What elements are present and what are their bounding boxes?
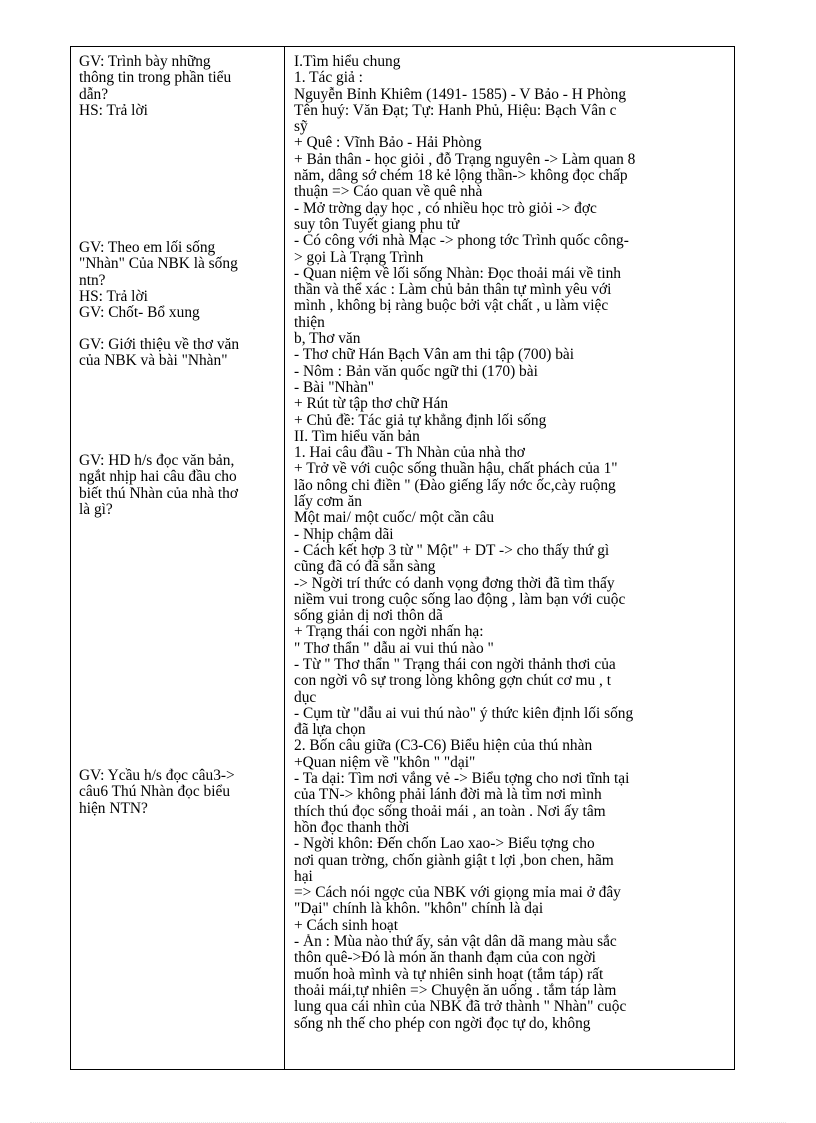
content-line: => Cách nói ngợc của NBK với giọng mỉa mai ở đây bbox=[294, 885, 621, 902]
activity-line: ngắt nhịp hai câu đầu cho bbox=[79, 469, 237, 486]
content-line: - Nhịp chậm dãi bbox=[294, 526, 394, 543]
content-line: sỹ bbox=[294, 119, 308, 136]
content-line: lão nông chi điền " (Đào giếng lấy nớc ốc,cày ruộng bbox=[294, 477, 616, 494]
activity-line: HS: Trả lời bbox=[79, 102, 148, 119]
lesson-table bbox=[70, 46, 735, 1070]
content-line: dục bbox=[294, 689, 317, 706]
content-line: + Rút từ tập thơ chữ Hán bbox=[294, 396, 449, 413]
content-line: thiện bbox=[294, 314, 325, 331]
content-line: thuận => Cáo quan về quê nhà bbox=[294, 184, 483, 201]
content-line: sống giản dị nơi thôn dã bbox=[294, 608, 443, 625]
activity-line: "Nhàn" Của NBK là sống bbox=[79, 256, 238, 273]
content-line: - Bài "Nhàn" bbox=[294, 379, 375, 396]
content-line: > gọi Là Trạng Trình bbox=[294, 249, 424, 266]
content-line: năm, dâng sớ chém 18 kẻ lộng thần-> không đọc chấp bbox=[294, 168, 628, 185]
content-line: thoải mái,tự nhiên => Chuyện ăn uống . tắm táp làm bbox=[294, 982, 617, 999]
content-line: I.Tìm hiểu chung bbox=[294, 54, 401, 70]
activity-line: câu6 Thú Nhàn đọc biểu bbox=[79, 784, 231, 801]
content-line: lung qua cái nhìn của NBK đã trở thành " Nhàn" cuộc bbox=[294, 999, 627, 1016]
content-line: Một mai/ một cuốc/ một cần câu bbox=[294, 510, 495, 527]
content-line: Tên huý: Văn Đạt; Tự: Hanh Phủ, Hiệu: Bạch Vân c bbox=[294, 102, 617, 119]
content-line: - Thơ chữ Hán Bạch Vân am thi tập (700) bài bbox=[294, 347, 575, 364]
content-line: - Ngời khôn: Đến chốn Lao xao-> Biểu tợng cho bbox=[294, 836, 595, 853]
content-line: - Quan niệm về lối sống Nhàn: Đọc thoải mái về tinh bbox=[294, 265, 621, 282]
activity-line: GV: Chốt- Bổ xung bbox=[79, 305, 200, 322]
activity-line: GV: Giới thiệu về thơ văn bbox=[79, 337, 240, 353]
activity-block-4 bbox=[79, 453, 277, 518]
content-line: + Quê : Vĩnh Bảo - Hải Phòng bbox=[294, 135, 482, 152]
lesson-content bbox=[294, 54, 726, 1032]
content-line: -> Ngời trí thức có danh vọng đơng thời đã tìm thấy bbox=[294, 575, 615, 592]
content-line: muốn hoà mình và tự nhiên sinh hoạt (tắm táp) rất bbox=[294, 966, 604, 983]
content-line: suy tôn Tuyết giang phu tử bbox=[294, 216, 460, 233]
content-line: - Nôm : Bản văn quốc ngữ thi (170) bài bbox=[294, 363, 538, 380]
content-line: mình , không bị ràng buộc bởi vật chất , u làm việc bbox=[294, 298, 609, 315]
content-line: Nguyễn Bỉnh Khiêm (1491- 1585) - V Bảo - H Phòng bbox=[294, 86, 627, 103]
activity-line: ntn? bbox=[79, 272, 106, 289]
content-line: - Cách kết hợp 3 từ " Một" + DT -> cho thấy thứ gì bbox=[294, 542, 610, 559]
content-line: + Chủ đề: Tác giả tự khẳng định lối sống bbox=[294, 412, 547, 429]
content-line: nơi quan trờng, chốn giành giật t lợi ,bon chen, hãm bbox=[294, 852, 614, 869]
content-line: sống nh thế cho phép con ngời đọc tự do, không bbox=[294, 1015, 591, 1032]
content-line: - Cụm từ "dẫu ai vui thú nào" ý thức kiên định lối sống bbox=[294, 705, 634, 722]
content-line: hồn đọc thanh thời bbox=[294, 819, 410, 836]
content-line: thần và thể xác : Làm chủ bản thân tự mình yêu với bbox=[294, 282, 612, 299]
lesson-content-column bbox=[285, 47, 734, 1069]
content-line: b, Thơ văn bbox=[294, 331, 361, 348]
content-line: thích thú đọc sống thoải mái , an toàn . Nơi ấy tâm bbox=[294, 803, 606, 820]
content-line: + Cách sinh hoạt bbox=[294, 917, 398, 934]
content-line: hại bbox=[294, 868, 313, 885]
activity-block-1 bbox=[79, 54, 277, 119]
content-line: cũng đã có đã sẵn sàng bbox=[294, 559, 436, 576]
activity-block-2 bbox=[79, 240, 277, 321]
content-line: 2. Bốn câu giữa (C3-C6) Biểu hiện của thú nhàn bbox=[294, 738, 593, 755]
content-line: - Ta dại: Tìm nơi vắng vẻ -> Biểu tợng cho nơi tĩnh tại bbox=[294, 771, 630, 788]
teacher-student-activity-column bbox=[71, 47, 285, 1069]
content-line: lấy cơm ăn bbox=[294, 494, 362, 511]
content-line: + Bản thân - học giỏi , đỗ Trạng nguyên -> Làm quan 8 bbox=[294, 151, 636, 168]
content-line: - Ăn : Mùa nào thứ ấy, sản vật dân dã mang màu sắc bbox=[294, 934, 617, 951]
content-line: đã lựa chọn bbox=[294, 722, 366, 739]
content-line: + Trở về với cuộc sống thuần hậu, chất phách của 1" bbox=[294, 461, 618, 478]
content-line: niềm vui trong cuộc sống lao động , làm bạn với cuộc bbox=[294, 591, 626, 608]
activity-line: HS: Trả lời bbox=[79, 288, 148, 305]
activity-block-3 bbox=[79, 337, 277, 370]
activity-line: GV: Ycầu h/s đọc câu3-> bbox=[79, 768, 235, 784]
content-line: - Từ " Thơ thẩn " Trạng thái con ngời thảnh thơi của bbox=[294, 656, 616, 673]
activity-line: GV: Trình bày những bbox=[79, 54, 211, 70]
activity-line: dẫn? bbox=[79, 86, 109, 103]
content-line: thôn quê->Đó là món ăn thanh đạm của con ngời bbox=[294, 950, 596, 967]
activity-line: là gì? bbox=[79, 501, 113, 518]
content-line: 1. Tác giả : bbox=[294, 70, 363, 87]
content-line: II. Tìm hiểu văn bản bbox=[294, 428, 420, 445]
activity-line: thông tin trong phần tiểu bbox=[79, 70, 232, 87]
content-line: " Thơ thẩn " dẫu ai vui thú nào " bbox=[294, 640, 494, 657]
activity-line: của NBK và bài "Nhàn" bbox=[79, 353, 228, 370]
content-line: của TN-> không phải lánh đời mà là tìm nơi mình bbox=[294, 787, 602, 804]
content-line: "Dại" chính là khôn. "khôn" chính là dại bbox=[294, 901, 544, 918]
content-line: + Trạng thái con ngời nhấn hạ: bbox=[294, 624, 484, 641]
activity-line: GV: Theo em lối sống bbox=[79, 240, 216, 256]
content-line: - Có công với nhà Mạc -> phong tớc Trình quốc công- bbox=[294, 233, 629, 250]
content-line: 1. Hai câu đầu - Th Nhàn của nhà thơ bbox=[294, 445, 525, 462]
content-line: +Quan niệm về "khôn " "dại" bbox=[294, 754, 476, 771]
activity-block-5 bbox=[79, 768, 277, 817]
activity-line: GV: HD h/s đọc văn bản, bbox=[79, 453, 235, 469]
content-line: - Mở trờng dạy học , có nhiều học trò giỏi -> đợc bbox=[294, 200, 597, 217]
content-line: con ngời vô sự trong lòng không gợn chút cơ mu , t bbox=[294, 673, 612, 690]
activity-line: hiện NTN? bbox=[79, 800, 148, 817]
activity-line: biết thú Nhàn của nhà thơ bbox=[79, 485, 239, 502]
